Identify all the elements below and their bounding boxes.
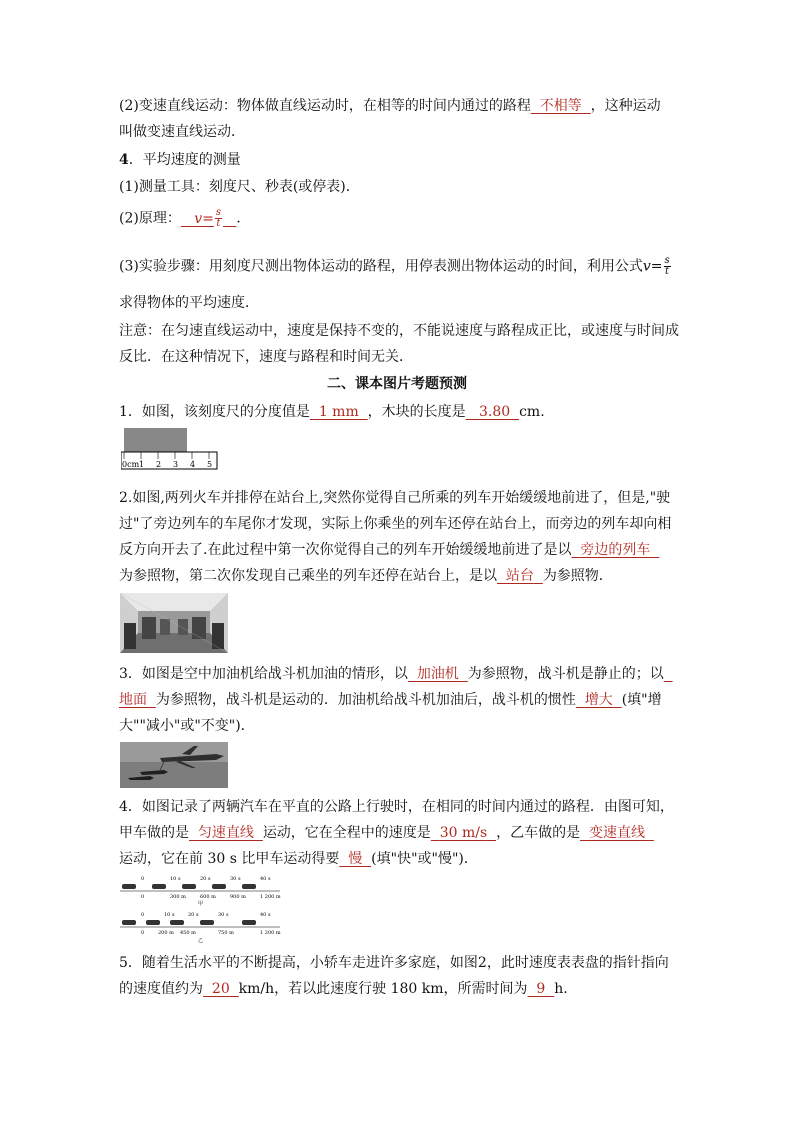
q5-line-2: 的速度值约为 20 km/h，若以此速度行驶 180 km，所需时间为 9 h. xyxy=(119,981,568,997)
para-variable-motion xyxy=(119,96,661,116)
car-a-dist: 0 xyxy=(141,894,145,900)
ruler-label: 5 xyxy=(207,460,213,469)
car-a-time: 20 s xyxy=(200,876,211,882)
q2-line-1: 2.如图,两列火车并排停在站台上,突然你觉得自己所乘的列车开始缓缓地前进了，但是,"驶 xyxy=(119,490,671,506)
car-a-icons xyxy=(122,884,256,889)
car-a-time: 0 xyxy=(141,876,145,882)
ruler-label: 3 xyxy=(173,460,179,469)
train-interior-photo xyxy=(120,593,228,653)
answer-unequal: 不相等 xyxy=(539,98,582,114)
ruler-label: 2 xyxy=(156,460,162,469)
car-b-dist: 200 m xyxy=(158,930,174,936)
answer-variable: 变速直线 xyxy=(588,825,645,841)
wood-block xyxy=(124,428,187,452)
car-b-label: 乙 xyxy=(198,938,204,944)
q2-line-2: 过"了旁边列车的车尾你才发现，实际上你乘坐的列车还停在站台上，而旁边的列车却向相 xyxy=(119,516,672,532)
note-line-2: 反比．在这种情况下，速度与路程和时间无关． xyxy=(119,349,413,365)
para-variable-motion-cont: 叫做变速直线运动． xyxy=(119,124,245,140)
answer-tanker: 加油机 xyxy=(416,666,459,682)
answer-uniform: 匀速直线 xyxy=(197,825,254,841)
section-4-title: 4．平均速度的测量 xyxy=(119,152,241,168)
answer-reference-train: 旁边的列车 xyxy=(580,542,651,558)
section-2-title: 二、课本图片考题预测 xyxy=(327,376,467,392)
answer-time: 9 xyxy=(536,981,546,997)
answer-length: 3.80 xyxy=(479,404,511,420)
note-line-1: 注意：在匀速直线运动中，速度是保持不变的，不能说速度与路程成正比，或速度与时间成 xyxy=(119,323,679,339)
refueling-photo xyxy=(120,742,228,788)
q4-line-2: 甲车做的是 匀速直线 运动，它在全程中的速度是 30 m/s ，乙车做的是 变速直线 xyxy=(119,823,654,843)
car-a-time: 30 s xyxy=(230,876,241,882)
answer-division: 1 mm xyxy=(318,404,359,420)
answer-platform: 站台 xyxy=(505,568,534,584)
answer-speed-a: 30 m/s xyxy=(439,825,488,841)
car-b-dist: 0 xyxy=(141,930,145,936)
car-b-time: 10 s xyxy=(164,912,175,918)
answer-inertia: 增大 xyxy=(584,692,613,708)
answer-formula: v= $\frac{s}{t}$ xyxy=(194,207,221,229)
q3-line-1: 3．如图是空中加油机给战斗机加油的情形，以 加油机 为参照物，战斗机是静止的；以 xyxy=(119,666,664,682)
car-a-dist: 1 200 m xyxy=(260,894,281,900)
car-a-dist: 300 m xyxy=(170,894,186,900)
ruler-label: 0cm xyxy=(122,460,140,469)
answer-ground: 地面 xyxy=(119,692,147,708)
ruler-label: 1 xyxy=(139,460,145,469)
q2-line-3: 反方向开去了.在此过程中第一次你觉得自己的列车开始缓缓地前进了是以 旁边的列车 xyxy=(119,540,659,560)
car-motion-diagram xyxy=(120,874,282,944)
answer-slower: 慢 xyxy=(348,851,363,867)
ruler-figure xyxy=(121,428,221,470)
car-a-dist: 900 m xyxy=(230,894,246,900)
text: ，这种运动 xyxy=(590,98,661,114)
car-a-dist: 600 m xyxy=(200,894,216,900)
experiment-steps: (3)实验步骤：用刻度尺测出物体运动的路程，用停表测出物体运动的时间，利用公式v= $\frac{s}{t}$ xyxy=(119,255,670,277)
q5-line-1: 5．随着生活水平的不断提高，小轿车走进许多家庭，如图2，此时速度表表盘的指针指向 xyxy=(119,955,669,971)
car-b-time: 40 s xyxy=(260,912,271,918)
q4-line-1: 4．如图记录了两辆汽车在平直的公路上行驶时，在相同的时间内通过的路程．由图可知， xyxy=(119,799,674,815)
car-b-time: 30 s xyxy=(218,912,229,918)
text: (2)变速直线运动：物体做直线运动时，在相等的时间内通过的路程 xyxy=(119,98,531,114)
q1-text: 1．如图，该刻度尺的分度值是 1 mm ，木块的长度是 3.80 cm. xyxy=(119,404,545,420)
car-b-dist: 450 m xyxy=(180,930,196,936)
q2-line-4: 为参照物，第二次你发现自己乘坐的列车还停在站台上，是以 站台 为参照物． xyxy=(119,568,613,584)
q3-line-2: 地面 为参照物，战斗机是运动的．加油机给战斗机加油后，战斗机的惯性 增大 (填"增 xyxy=(119,692,662,708)
experiment-steps-cont: 求得物体的平均速度． xyxy=(119,295,259,311)
car-b-time: 0 xyxy=(141,912,145,918)
measure-tools: (1)测量工具：刻度尺、秒表(或停表)． xyxy=(119,179,360,195)
car-b-time: 20 s xyxy=(188,912,199,918)
ruler-label: 4 xyxy=(190,460,196,469)
car-a-label: 甲 xyxy=(198,901,204,907)
car-a-time: 40 s xyxy=(260,876,271,882)
car-b-dist: 750 m xyxy=(218,930,234,936)
q3-line-3: 大""减小"或"不变")． xyxy=(119,718,255,734)
answer-speed-value: 20 xyxy=(211,981,230,997)
car-a-time: 10 s xyxy=(170,876,181,882)
car-b-icons xyxy=(122,920,256,925)
q4-line-3: 运动，它在前 30 s 比甲车运动得要 慢 (填"快"或"慢")． xyxy=(119,851,478,867)
principle: (2)原理： v= $\frac{s}{t}$ ． xyxy=(119,207,251,229)
formula-fraction: $\frac{s}{t}$ xyxy=(664,255,670,277)
car-b-dist: 1 200 m xyxy=(260,930,281,936)
